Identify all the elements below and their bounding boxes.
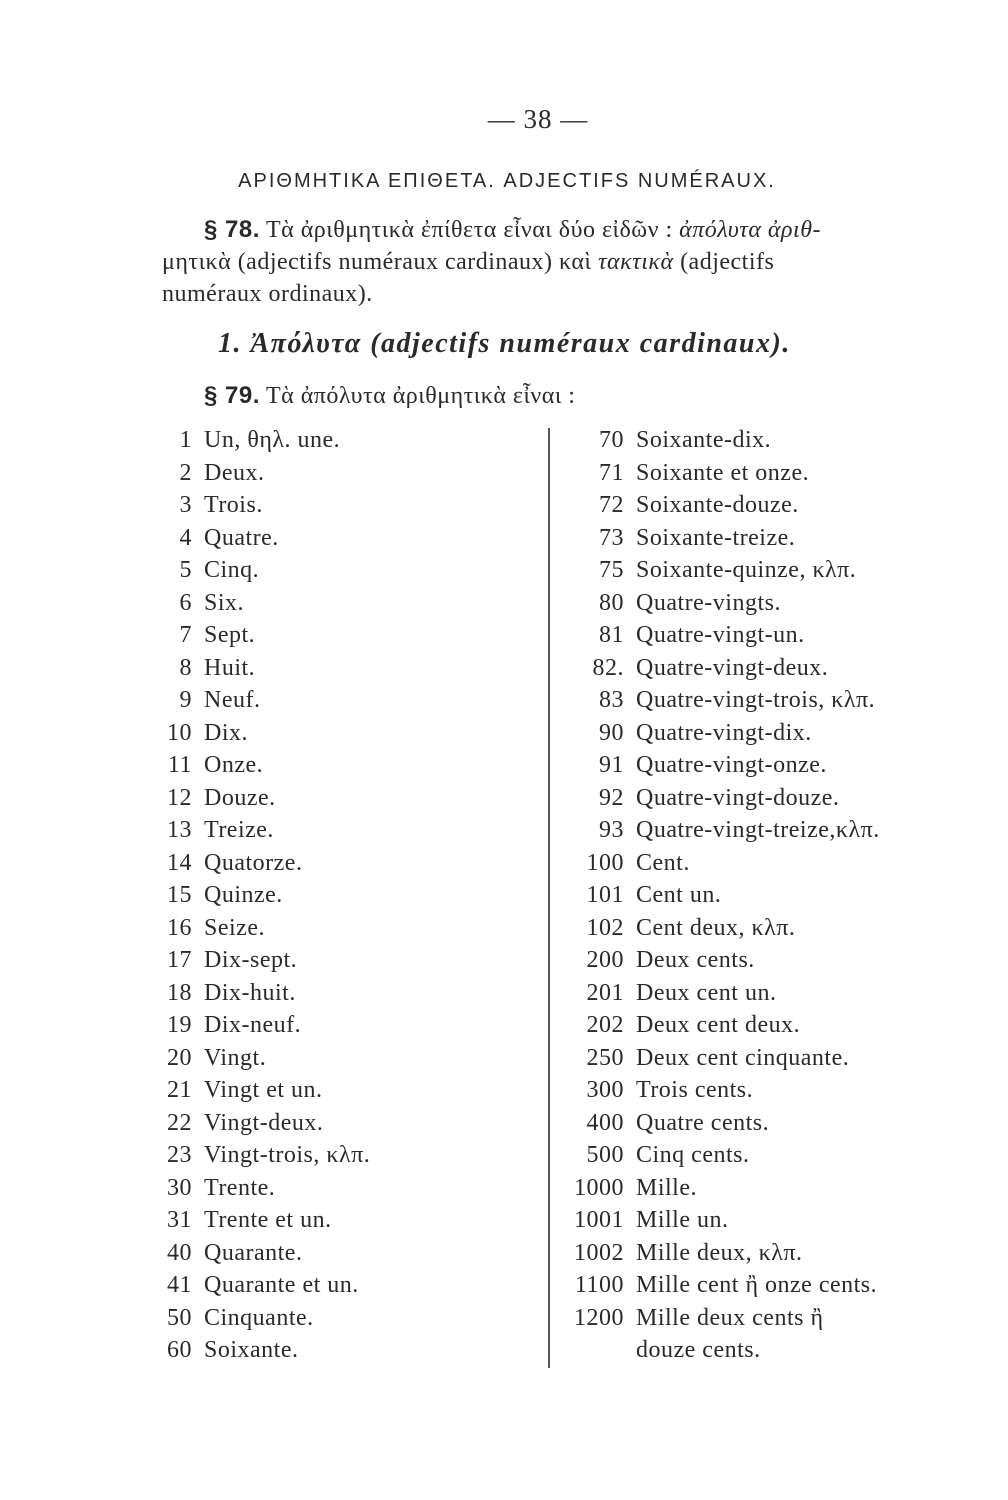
numeral-number: 82. — [592, 654, 624, 681]
section-79-text: Τὰ ἀπόλυτα ἀριθμητικὰ εἶναι : — [265, 383, 576, 409]
numeral-word: Cinq. — [204, 557, 260, 583]
numeral-number: 50 — [167, 1304, 192, 1331]
section-78-italic-1: ἀπόλυτα ἀριθ- — [679, 217, 821, 243]
numeral-row — [140, 522, 520, 555]
numeral-word: Deux cents. — [636, 947, 755, 973]
numeral-row — [140, 489, 520, 522]
numeral-word: Deux cent cinquante. — [636, 1044, 850, 1071]
numeral-word: Huit. — [204, 654, 256, 681]
numeral-row — [548, 847, 988, 880]
subsection-heading: 1. Ἀπόλυτα (adjectifs numéraux cardinaux). — [218, 328, 791, 359]
numeral-number: 83 — [599, 687, 624, 713]
numeral-row — [548, 944, 988, 977]
numeral-word: Vingt-deux. — [204, 1109, 324, 1136]
numeral-row — [140, 457, 520, 490]
numeral-word: Neuf. — [204, 687, 261, 713]
numeral-word: Trente. — [204, 1174, 276, 1201]
numeral-row — [548, 684, 988, 717]
numeral-word: Mille deux cents ἢ — [636, 1304, 824, 1331]
numeral-word: Trois. — [204, 492, 263, 518]
numeral-row — [140, 1042, 520, 1075]
numeral-word: Cinq cents. — [636, 1142, 750, 1168]
numeral-word: Dix-neuf. — [204, 1012, 302, 1038]
numeral-number: 1002 — [574, 1239, 624, 1266]
numeral-row — [140, 749, 520, 782]
section-79-mark: § 79. — [204, 382, 260, 409]
numeral-row — [548, 424, 988, 457]
numeral-row — [140, 782, 520, 815]
numerals-right-column — [548, 424, 988, 1367]
numeral-number: 500 — [586, 1142, 624, 1168]
numeral-number: 11 — [167, 752, 192, 778]
numeral-word: Treize. — [204, 817, 274, 843]
numeral-row — [548, 587, 988, 620]
numeral-number: 8 — [179, 654, 192, 681]
numeral-word: Un, θηλ. une. — [204, 427, 341, 453]
numeral-row — [548, 1204, 988, 1237]
numeral-number: 71 — [599, 459, 624, 486]
numeral-word: Quatre. — [204, 524, 279, 551]
numeral-word: Quinze. — [204, 882, 283, 908]
section-79-line — [204, 380, 1008, 412]
numeral-row — [140, 619, 520, 652]
numeral-word: Quatre cents. — [636, 1109, 770, 1136]
numeral-row — [140, 1009, 520, 1042]
numeral-number: 23 — [167, 1142, 192, 1168]
numeral-word: Deux cent deux. — [636, 1012, 801, 1038]
numeral-number: 5 — [179, 557, 192, 583]
numeral-row — [548, 879, 988, 912]
numeral-row — [140, 944, 520, 977]
numeral-row — [548, 814, 988, 847]
numeral-number: 1001 — [574, 1207, 624, 1233]
section-78-line-3: numéraux ordinaux). — [162, 281, 373, 307]
numeral-number: 12 — [167, 784, 192, 811]
numeral-row — [548, 1074, 988, 1107]
numeral-number: 102 — [586, 914, 624, 941]
numeral-row — [140, 879, 520, 912]
numeral-number: 101 — [586, 882, 624, 908]
numeral-word: Douze. — [204, 784, 276, 811]
numeral-number: 81 — [599, 622, 624, 648]
numeral-number: 22 — [167, 1109, 192, 1136]
numeral-word: Quatre-vingt-treize,κλπ. — [636, 817, 880, 843]
section-78-tail-2: (adjectifs — [680, 249, 775, 275]
numeral-number: 202 — [586, 1012, 624, 1038]
section-78-italic-2: τακτικὰ — [597, 249, 674, 275]
numeral-word: Quatre-vingt-deux. — [636, 654, 829, 681]
numeral-word: Sept. — [204, 622, 256, 648]
numeral-number: 250 — [586, 1044, 624, 1071]
numeral-word: Quatre-vingt-douze. — [636, 784, 840, 811]
numeral-number: 18 — [167, 979, 192, 1006]
section-79-paragraph — [204, 380, 1008, 412]
numeral-word: Dix-sept. — [204, 947, 298, 973]
numeral-number: 100 — [586, 849, 624, 876]
numeral-row — [548, 912, 988, 945]
numeral-row — [548, 1334, 988, 1367]
numeral-word: Trente et un. — [204, 1207, 332, 1233]
numeral-number: 70 — [599, 427, 624, 453]
numeral-number: 9 — [179, 687, 192, 713]
numeral-word: Cent. — [636, 849, 690, 876]
numeral-row — [548, 554, 988, 587]
numeral-word: Quatre-vingts. — [636, 589, 781, 616]
numeral-row — [140, 847, 520, 880]
numeral-word: Soixante. — [204, 1337, 299, 1363]
numeral-row — [548, 457, 988, 490]
numeral-word: Cent deux, κλπ. — [636, 914, 796, 941]
numeral-row — [140, 814, 520, 847]
numeral-word: Quarante et un. — [204, 1272, 359, 1298]
numeral-word: Quarante. — [204, 1239, 303, 1266]
numeral-number: 14 — [167, 849, 192, 876]
numeral-number: 16 — [167, 914, 192, 941]
section-78-text-2: μητικὰ (adjectifs numéraux cardinaux) καὶ — [162, 249, 592, 275]
numeral-row — [140, 1107, 520, 1140]
numeral-row — [140, 1269, 520, 1302]
numeral-word: Quatre-vingt-onze. — [636, 752, 827, 778]
numeral-row — [140, 684, 520, 717]
numeral-row — [140, 424, 520, 457]
numeral-word: Mille. — [636, 1174, 697, 1201]
section-78-mark: § 78. — [204, 216, 260, 243]
numeral-row — [548, 1042, 988, 1075]
numeral-word: Six. — [204, 589, 245, 616]
numeral-number: 31 — [167, 1207, 192, 1233]
numeral-row — [548, 1009, 988, 1042]
numeral-word: Seize. — [204, 914, 265, 941]
chapter-heading: ΑΡΙΘΜΗΤΙΚΑ ΕΠΙΘΕΤΑ. ADJECTIFS NUMÉRAUX. — [238, 170, 776, 192]
numeral-row — [140, 1139, 520, 1172]
numeral-number: 21 — [167, 1077, 192, 1103]
numeral-number: 2 — [179, 459, 192, 486]
numeral-row — [548, 749, 988, 782]
numeral-row — [140, 652, 520, 685]
numeral-row — [548, 977, 988, 1010]
numeral-word: Soixante-douze. — [636, 492, 799, 518]
numeral-number: 40 — [167, 1239, 192, 1266]
numeral-number: 30 — [167, 1174, 192, 1201]
numeral-number: 13 — [167, 817, 192, 843]
numeral-number: 60 — [167, 1337, 192, 1363]
numeral-number: 80 — [599, 589, 624, 616]
numeral-number: 1100 — [574, 1272, 624, 1298]
numeral-row — [548, 652, 988, 685]
numeral-row — [140, 977, 520, 1010]
numeral-row — [140, 1334, 520, 1367]
numeral-word: Soixante-treize. — [636, 524, 796, 551]
numeral-number: 91 — [599, 752, 624, 778]
numeral-row — [548, 717, 988, 750]
numeral-number: 75 — [599, 557, 624, 583]
numeral-word: Onze. — [204, 752, 264, 778]
numeral-word: Soixante et onze. — [636, 459, 810, 486]
numeral-number: 93 — [599, 817, 624, 843]
numeral-word: Mille cent ἢ onze cents. — [636, 1272, 878, 1298]
numeral-number: 90 — [599, 719, 624, 746]
section-78-text-1: Τὰ ἀριθμητικὰ ἐπίθετα εἶναι δύο εἰδῶν : — [265, 217, 673, 243]
numeral-word: Quatre-vingt-trois, κλπ. — [636, 687, 876, 713]
section-78-line-1 — [162, 214, 992, 246]
numeral-row — [548, 782, 988, 815]
numeral-word: Deux cent un. — [636, 979, 777, 1006]
numeral-number: 92 — [599, 784, 624, 811]
numeral-word: Cinquante. — [204, 1304, 314, 1331]
numeral-number: 1200 — [574, 1304, 624, 1331]
numeral-number: 400 — [586, 1109, 624, 1136]
numeral-row — [140, 554, 520, 587]
numeral-row — [548, 522, 988, 555]
numeral-number: 3 — [179, 492, 192, 518]
numeral-number: 20 — [167, 1044, 192, 1071]
numeral-word: Vingt et un. — [204, 1077, 323, 1103]
numeral-word: Trois cents. — [636, 1077, 754, 1103]
numeral-word: Dix. — [204, 719, 248, 746]
numeral-word: Mille un. — [636, 1207, 729, 1233]
numeral-word: Dix-huit. — [204, 979, 296, 1006]
numeral-row — [140, 1237, 520, 1270]
page-number: — 38 — — [487, 104, 589, 134]
numeral-number: 200 — [586, 947, 624, 973]
numeral-number: 19 — [167, 1012, 192, 1038]
numeral-row — [548, 489, 988, 522]
numeral-number: 41 — [167, 1272, 192, 1298]
section-78-line-2 — [162, 246, 992, 278]
numeral-row — [140, 1074, 520, 1107]
numerals-left-column — [140, 424, 520, 1367]
numeral-row — [548, 619, 988, 652]
numeral-number: 6 — [179, 589, 192, 616]
numeral-row — [548, 1237, 988, 1270]
numeral-row — [140, 1204, 520, 1237]
numeral-number: 1000 — [574, 1174, 624, 1201]
numeral-row — [548, 1172, 988, 1205]
numeral-word: Quatre-vingt-dix. — [636, 719, 812, 746]
numeral-number: 4 — [179, 524, 192, 551]
section-78-paragraph — [162, 214, 992, 310]
numeral-row — [140, 717, 520, 750]
numeral-row — [548, 1269, 988, 1302]
numeral-word: Deux. — [204, 459, 265, 486]
numeral-number: 7 — [179, 622, 192, 648]
numeral-word: Cent un. — [636, 882, 722, 908]
numeral-word: Vingt. — [204, 1044, 267, 1071]
numeral-row — [548, 1302, 988, 1335]
numeral-number: 15 — [167, 882, 192, 908]
numeral-number: 73 — [599, 524, 624, 551]
numeral-word: Soixante-dix. — [636, 427, 772, 453]
numeral-word: douze cents. — [636, 1337, 761, 1363]
numeral-word: Vingt-trois, κλπ. — [204, 1142, 371, 1168]
numeral-row — [548, 1139, 988, 1172]
numeral-number: 72 — [599, 492, 624, 518]
numeral-number: 1 — [179, 427, 192, 453]
numeral-word: Soixante-quinze, κλπ. — [636, 557, 857, 583]
numeral-number: 300 — [586, 1077, 624, 1103]
numeral-row — [140, 587, 520, 620]
numeral-word: Quatorze. — [204, 849, 303, 876]
numeral-row — [140, 1172, 520, 1205]
numeral-row — [140, 912, 520, 945]
numeral-number: 201 — [586, 979, 624, 1006]
numeral-number: 17 — [167, 947, 192, 973]
numeral-word: Mille deux, κλπ. — [636, 1239, 803, 1266]
numeral-row — [140, 1302, 520, 1335]
numeral-row — [548, 1107, 988, 1140]
numeral-word: Quatre-vingt-un. — [636, 622, 805, 648]
numeral-number: 10 — [167, 719, 192, 746]
